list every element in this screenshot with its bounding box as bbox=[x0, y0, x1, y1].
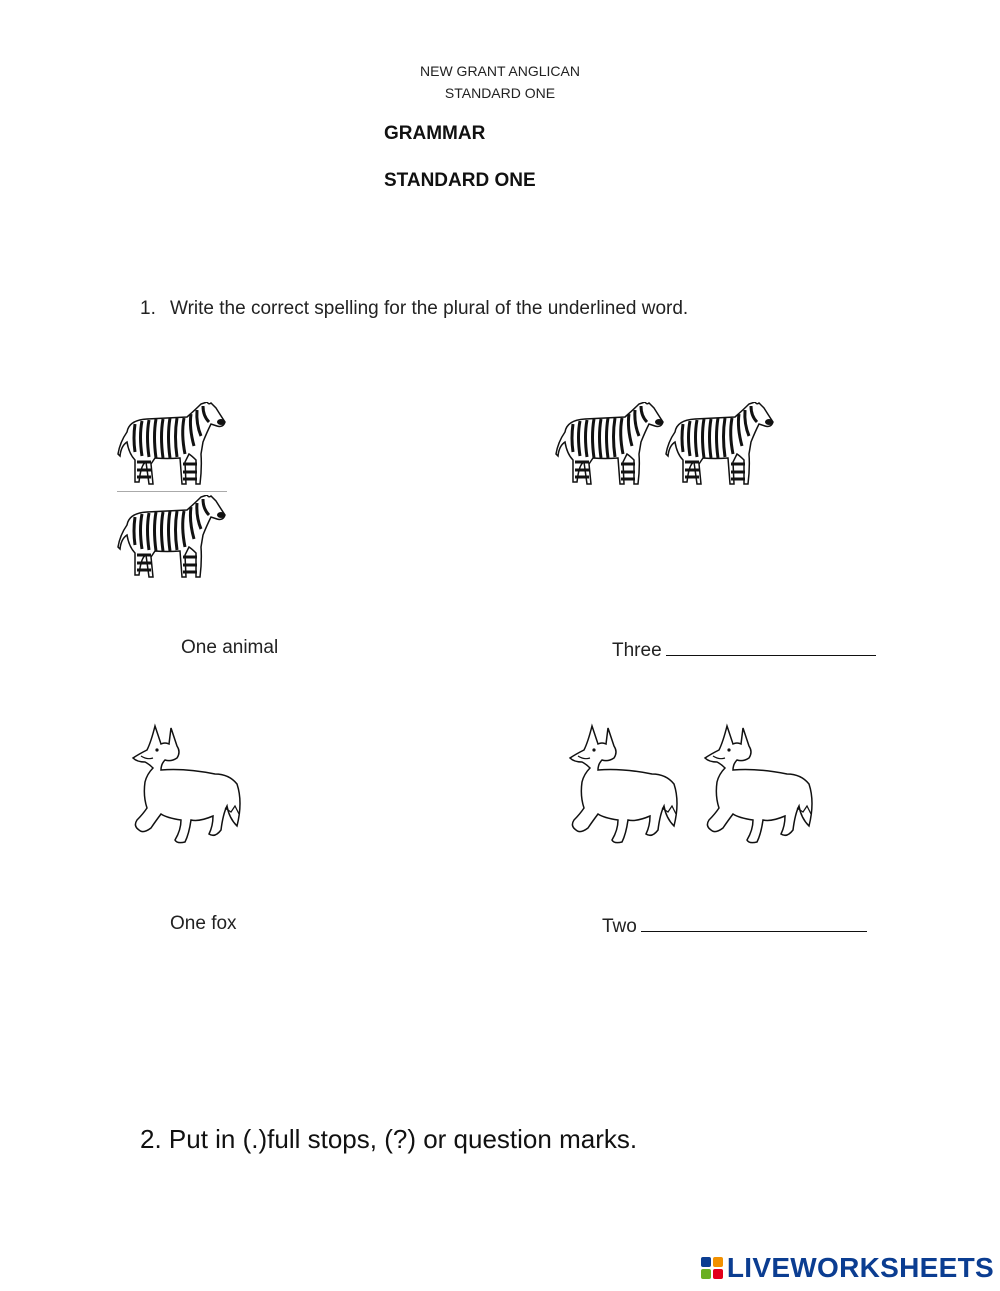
school-header bbox=[0, 60, 1000, 104]
fox-image bbox=[125, 722, 247, 848]
plural-row-fox bbox=[602, 913, 867, 938]
logo-block bbox=[701, 1257, 711, 1267]
question-1-number: 1. bbox=[140, 298, 156, 319]
question-1 bbox=[140, 298, 688, 320]
zebra-image bbox=[555, 402, 665, 488]
brand-name: LIVEWORKSHEETS bbox=[726, 1252, 994, 1283]
fox-image bbox=[562, 722, 684, 848]
logo-block bbox=[713, 1269, 723, 1279]
plural-row-animal bbox=[612, 637, 876, 662]
question-2: 2. Put in (.)full stops, (?) or question marks. bbox=[140, 1124, 638, 1154]
zebra-image bbox=[665, 402, 775, 488]
zebra-image bbox=[117, 402, 227, 488]
school-grade: STANDARD ONE bbox=[444, 85, 556, 101]
answer-blank-animal[interactable] bbox=[666, 637, 876, 656]
liveworksheets-logo[interactable] bbox=[701, 1252, 994, 1284]
plural-label-fox: Two bbox=[602, 916, 637, 937]
answer-blank-fox[interactable] bbox=[641, 913, 867, 932]
plural-label-animal: Three bbox=[612, 640, 662, 661]
singular-label-animal: One animal bbox=[181, 637, 279, 658]
logo-blocks-icon bbox=[701, 1257, 723, 1279]
school-name: NEW GRANT ANGLICAN bbox=[420, 63, 580, 79]
fox-image bbox=[697, 722, 819, 848]
image-divider bbox=[117, 491, 227, 492]
singular-label-fox: One fox bbox=[170, 913, 237, 934]
zebra-image bbox=[117, 495, 227, 581]
subject-heading: GRAMMAR bbox=[384, 123, 486, 144]
logo-block bbox=[701, 1269, 711, 1279]
question-1-text: Write the correct spelling for the plural of the underlined word. bbox=[170, 298, 689, 319]
level-heading: STANDARD ONE bbox=[384, 170, 536, 191]
logo-block bbox=[713, 1257, 723, 1267]
